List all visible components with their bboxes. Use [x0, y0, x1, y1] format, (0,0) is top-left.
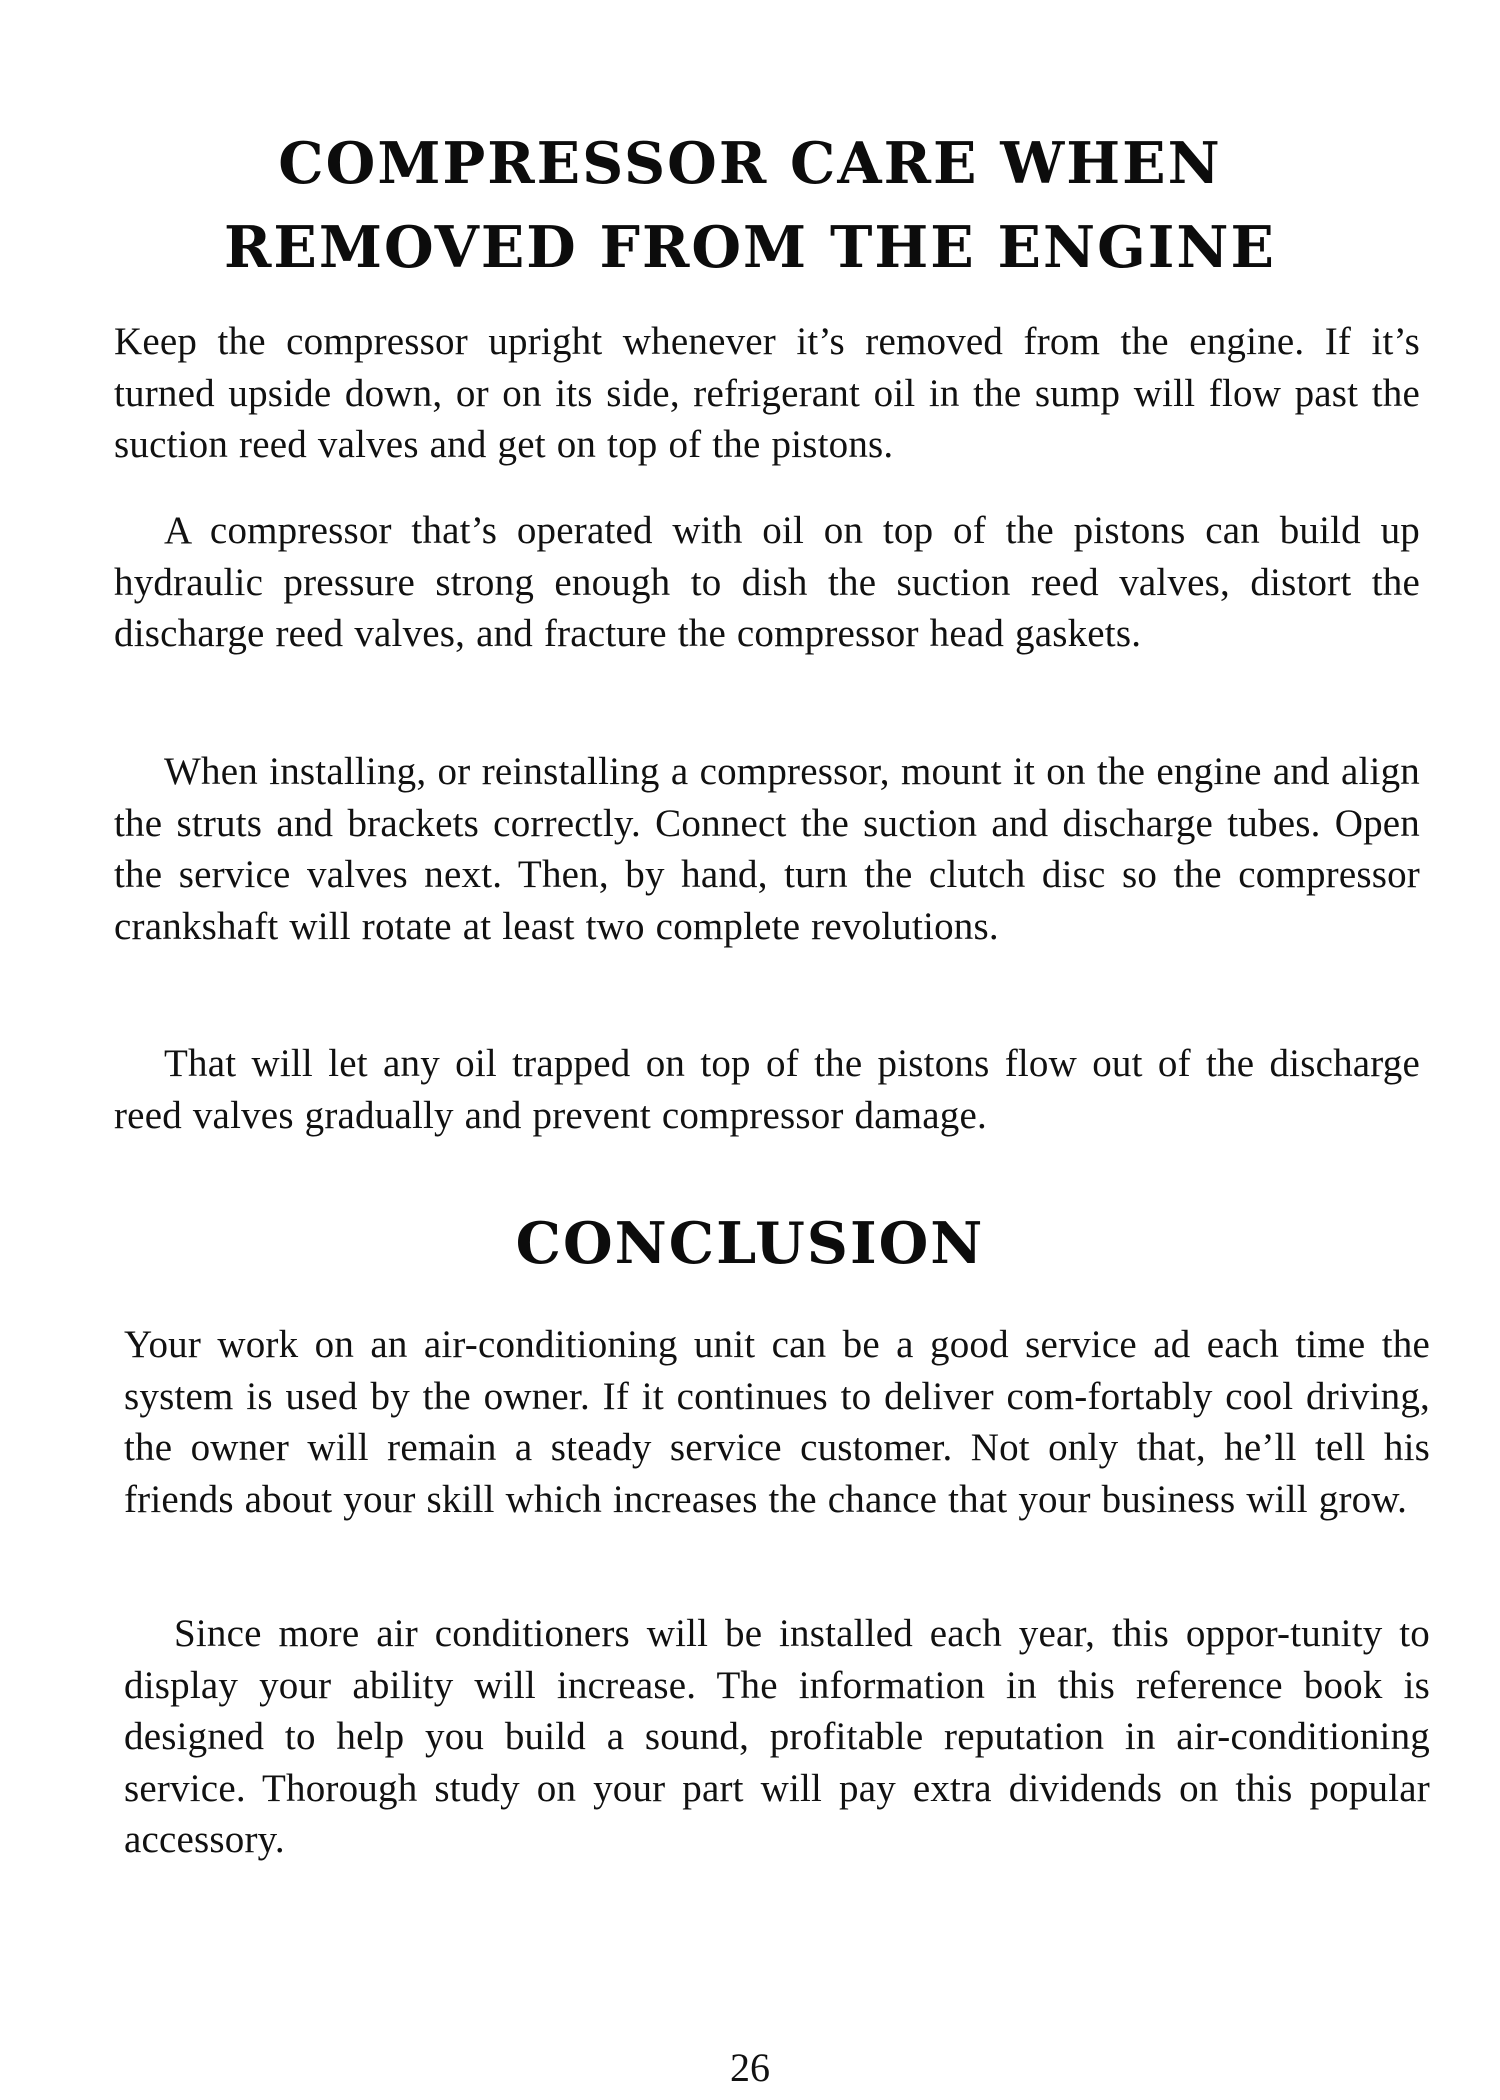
- section-heading-compressor-care: [0, 122, 1500, 290]
- paragraph: Your work on an air-conditioning unit can be a good service ad each time the system is used by the owner. If it continues to deliver com-fortably cool driving, the owner will remain a steady service customer. Not only that, he’ll tell his friends about your skill which increases the chance that your business will grow.: [124, 1323, 1430, 1521]
- page-number: 26: [730, 2045, 770, 2090]
- paragraph: That will let any oil trapped on top of the pistons flow out of the discharge reed valves gradually and prevent compressor damage.: [114, 1042, 1420, 1137]
- paragraph: Since more air conditioners will be installed each year, this oppor-tunity to display your ability will increase. The information in this reference book is designed to help you build a sound, profitable reputation in air-conditioning service. Thorough study on your part will pay extra dividends on this popular accessory.: [124, 1612, 1430, 1861]
- paragraph: Keep the compressor upright whenever it’s removed from the engine. If it’s turned upside down, or on its side, refrigerant oil in the sump will flow past the suction reed valves and get on top of the pistons.: [114, 320, 1420, 466]
- heading-line: COMPRESSOR CARE WHEN: [278, 130, 1222, 197]
- section-heading-conclusion: CONCLUSION: [515, 1210, 985, 1277]
- heading-line: REMOVED FROM THE ENGINE: [224, 214, 1276, 281]
- paragraph: A compressor that’s operated with oil on top of the pistons can build up hydraulic pressure strong enough to dish the suction reed valves, distort the discharge reed valves, and fracture the compressor head gaskets.: [114, 509, 1420, 655]
- paragraph: When installing, or reinstalling a compressor, mount it on the engine and align the struts and brackets correctly. Connect the suction and discharge tubes. Open the service valves next. Then, by hand, turn the clutch disc so the compressor crankshaft will rotate at least two complete revolutions.: [114, 750, 1420, 948]
